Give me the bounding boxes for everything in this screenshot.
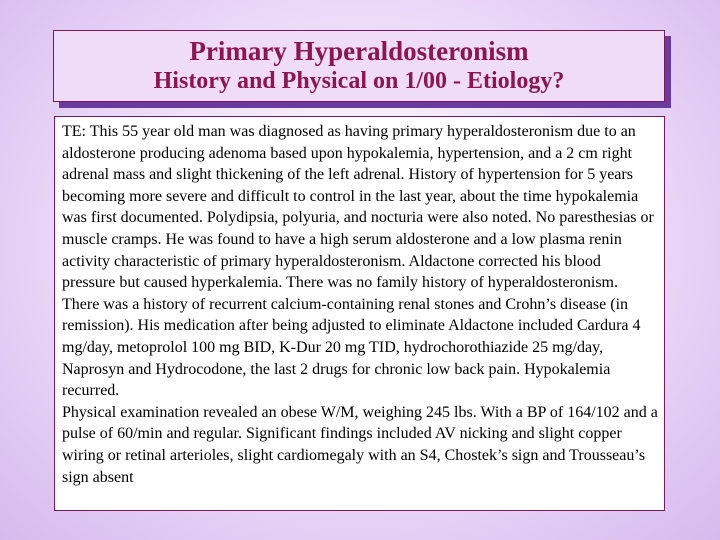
- physical-exam-paragraph: Physical examination revealed an obese W/M, weighing 245 lbs. With a BP of 164/102 and a pulse of 60/min and regular. Significant findings included AV nicking and slight copper wiring or retinal arterioles, slight cardiomegaly with an S4, Chostek’s sign and Trousseau’s sign absent: [62, 403, 658, 486]
- title-box: [53, 30, 665, 102]
- case-text-box: [54, 116, 665, 511]
- slide-subtitle: History and Physical on 1/00 - Etiology?: [153, 68, 565, 94]
- slide-title: Primary Hyperaldosteronism: [189, 36, 529, 66]
- history-paragraph: TE: This 55 year old man was diagnosed as having primary hyperaldosteronism due to an aldosterone producing adenoma based upon hypokalemia, hypertension, and a 2 cm right adrenal mass and slight thickening of the left adrenal. History of hypertension for 5 years becoming more severe and difficult to control in the last year, about the time hypokalemia was first documented. Polydipsia, polyuria, and nocturia were also noted. No paresthesias or muscle cramps. He was found to have a high serum aldosterone and a low plasma renin activity characteristic of primary hyperaldosteronism. Aldactone corrected his blood pressure but caused hyperkalemia. There was no family history of hyperaldosteronism. There was a history of recurrent calcium-containing renal stones and Crohn’s disease (in remission). His medication after being adjusted to eliminate Aldactone included Cardura 4 mg/day, metoprolol 100 mg BID, K-Dur 20 mg TID, hydrochorothiazide 25 mg/day, Naprosyn and Hydrocodone, the last 2 drugs for chronic low back pain. Hypokalemia recurred.: [62, 123, 654, 400]
